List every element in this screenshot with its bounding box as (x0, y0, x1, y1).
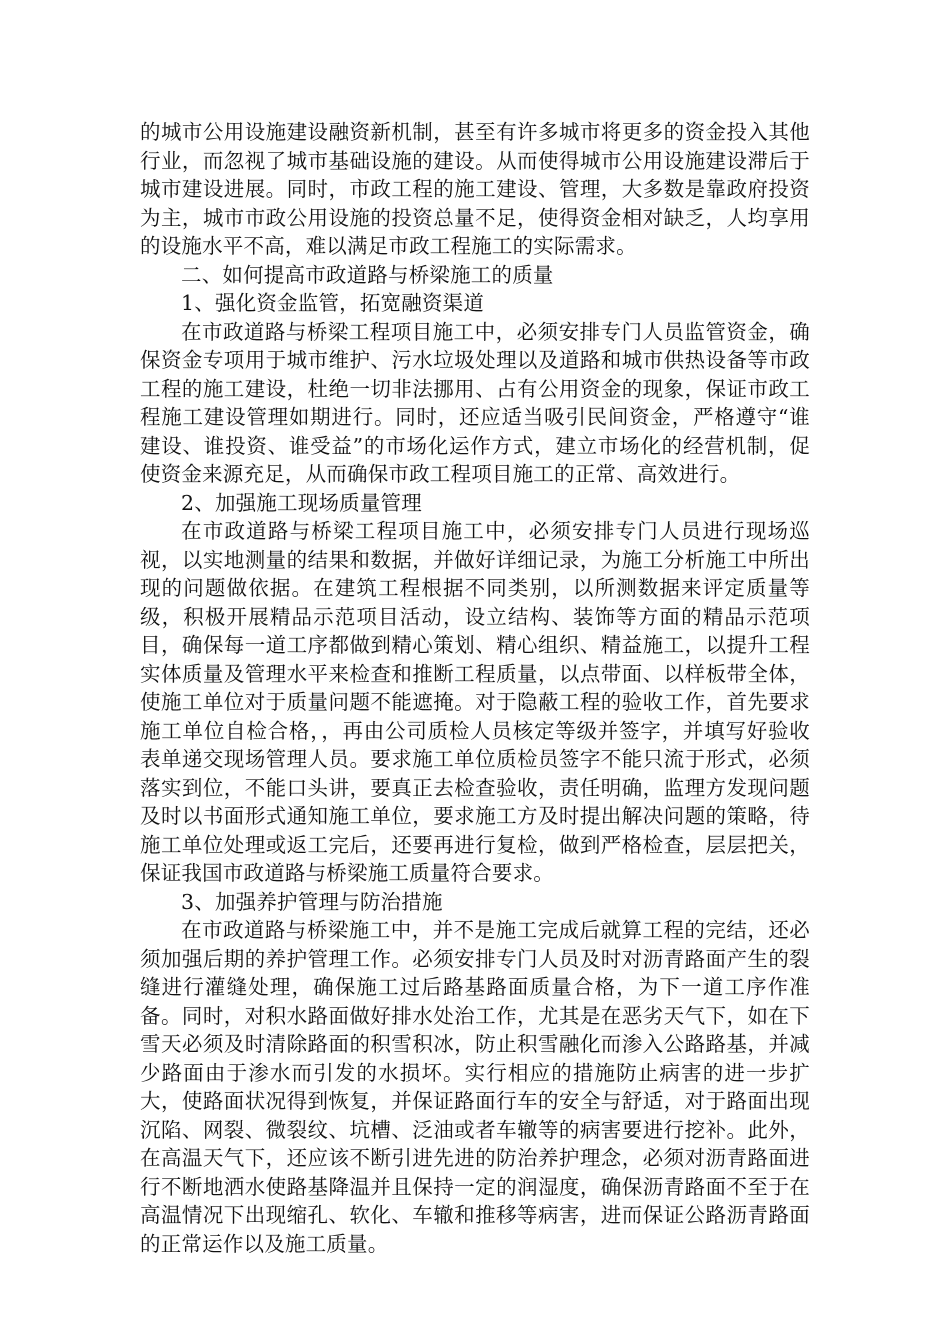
paragraph-funding: 在市政道路与桥梁工程项目施工中，必须安排专门人员监管资金，确保资金专项用于城市维护、污水垃圾处理以及道路和城市供热设备等市政工程的施工建设，杜绝一切非法挪用、占有公用资金的现象，保证市政工程施工建设管理如期进行。同时，还应适当吸引民间资金，严格遵守“谁建设、谁投资、谁受益”的市场化运作方式，建立市场化的经营机制，促使资金来源充足，从而确保市政工程项目施工的正常、高效进行。 (140, 319, 810, 486)
subheading-maintenance: 3、加强养护管理与防治措施 (181, 889, 443, 914)
document-body (140, 118, 810, 1258)
paragraph-continuation: 的城市公用设施建设融资新机制，甚至有许多城市将更多的资金投入其他行业，而忽视了城市基础设施的建设。从而使得城市公用设施建设滞后于城市建设进展。同时，市政工程的施工建设、管理，大多数是靠政府投资为主，城市市政公用设施的投资总量不足，使得资金相对缺乏，人均享用的设施水平不高，难以满足市政工程施工的实际需求。 (140, 120, 810, 258)
section-heading-2: 二、如何提高市政道路与桥梁施工的质量 (181, 262, 554, 287)
subheading-funding: 1、强化资金监管，拓宽融资渠道 (181, 291, 485, 315)
paragraph-site-quality: 在市政道路与桥梁工程项目施工中，必须安排专门人员进行现场巡视，以实地测量的结果和数据，并做好详细记录，为施工分析施工中所出现的问题做依据。在建筑工程根据不同类别，以所测数据来评定质量等级，积极开展精品示范项目活动，设立结构、装饰等方面的精品示范项目，确保每一道工序都做到精心策划、精心组织、精益施工，以提升工程实体质量及管理水平来检查和推断工程质量，以点带面、以样板带全体，使施工单位对于质量问题不能遮掩。对于隐蔽工程的验收工作，首先要求施工单位自检合格，，再由公司质检人员核定等级并签字，并填写好验收表单递交现场管理人员。要求施工单位质检员签字不能只流于形式，必须落实到位，不能口头讲，要真正去检查验收，责任明确，监理方发现问题及时以书面形式通知施工单位，要求施工方及时提出解决问题的策略，待施工单位处理或返工完后，还要再进行复检，做到严格检查，层层把关，保证我国市政道路与桥梁施工质量符合要求。 (140, 519, 810, 885)
paragraph-maintenance: 在市政道路与桥梁施工中，并不是施工完成后就算工程的完结，还必须加强后期的养护管理工作。必须安排专门人员及时对沥青路面产生的裂缝进行灌缝处理，确保施工过后路基路面质量合格，为下一道工序作准备。同时，对积水路面做好排水处治工作，尤其是在恶劣天气下，如在下雪天必须及时清除路面的积雪积冰，防止积雪融化而渗入公路路基，并减少路面由于渗水而引发的水损坏。实行相应的措施防止病害的进一步扩大，使路面状况得到恢复，并保证路面行车的安全与舒适，对于路面出现沉陷、网裂、微裂纹、坑槽、泛油或者车辙等的病害要进行挖补。此外，在高温天气下，还应该不断引进先进的防治养护理念，必须对沥青路面进行不断地洒水使路基降温并且保持一定的润湿度，确保沥青路面不至于在高温情况下出现缩孔、软化、车辙和推移等病害，进而保证公路沥青路面的正常运作以及施工质量。 (140, 918, 810, 1256)
subheading-site-quality: 2、加强施工现场质量管理 (181, 490, 422, 515)
